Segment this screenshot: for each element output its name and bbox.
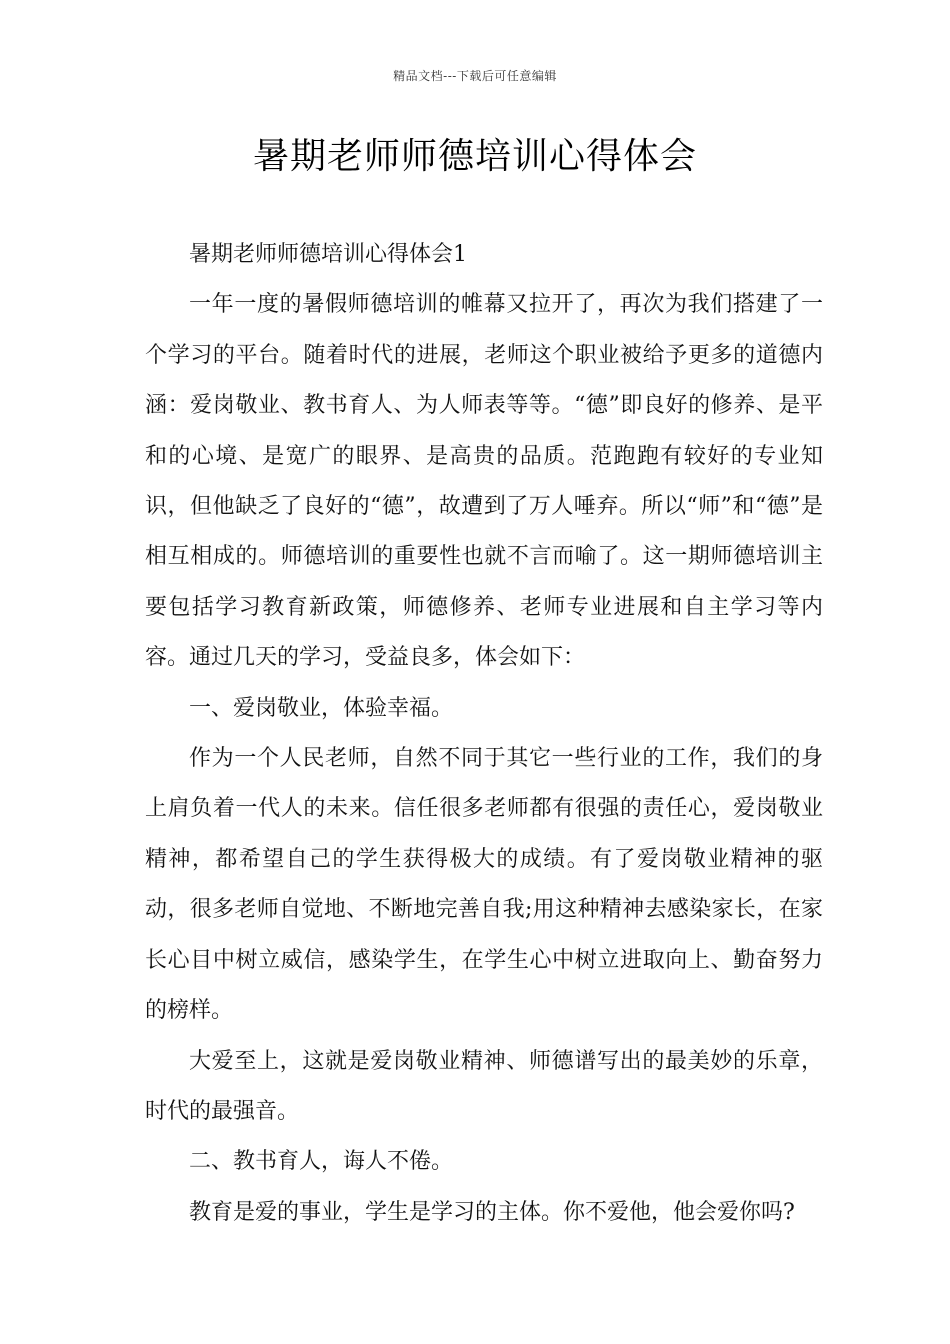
paragraph: 作为一个人民老师，自然不同于其它一些行业的工作，我们的身上肩负着一代人的未来。信任很多老师都有很强的责任心，爱岗敬业精神，都希望自己的学生获得极大的成绩。有了爱岗敬业精神的驱动，很多老师自觉地、不断地完善自我;用这种精神去感染家长，在家长心目中树立威信，感染学生，在学生心中树立进取向上、勤奋努力的榜样。 bbox=[145, 746, 823, 1024]
paragraph: 大爱至上，这就是爱岗敬业精神、师德谱写出的最美妙的乐章，时代的最强音。 bbox=[145, 1048, 823, 1124]
document-title: 暑期老师师德培训心得体会 bbox=[252, 136, 697, 177]
paragraph: 教育是爱的事业，学生是学习的主体。你不爱他，他会爱你吗? bbox=[189, 1199, 795, 1225]
section-heading: 二、教书育人，诲人不倦。 bbox=[189, 1149, 454, 1175]
paragraph-subtitle: 暑期老师师德培训心得体会1 bbox=[189, 242, 467, 267]
section-heading: 一、爱岗敬业，体验幸福。 bbox=[189, 695, 454, 721]
header-note: 精品文档---下载后可任意编辑 bbox=[393, 69, 557, 83]
paragraph: 一年一度的暑假师德培训的帷幕又拉开了，再次为我们搭建了一个学习的平台。随着时代的进展，老师这个职业被给予更多的道德内涵：爱岗敬业、教书育人、为人师表等等。“德”即良好的修养、是平和的心境、是宽广的眼界、是高贵的品质。范跑跑有较好的专业知识，但他缺乏了良好的“德”，故遭到了万人唾弃。所以“师”和“德”是相互相成的。师德培训的重要性也就不言而喻了。这一期师德培训主要包括学习教育新政策，师德修养、老师专业进展和自主学习等内容。通过几天的学习，受益良多，体会如下： bbox=[145, 292, 823, 671]
document-body bbox=[145, 230, 823, 1238]
